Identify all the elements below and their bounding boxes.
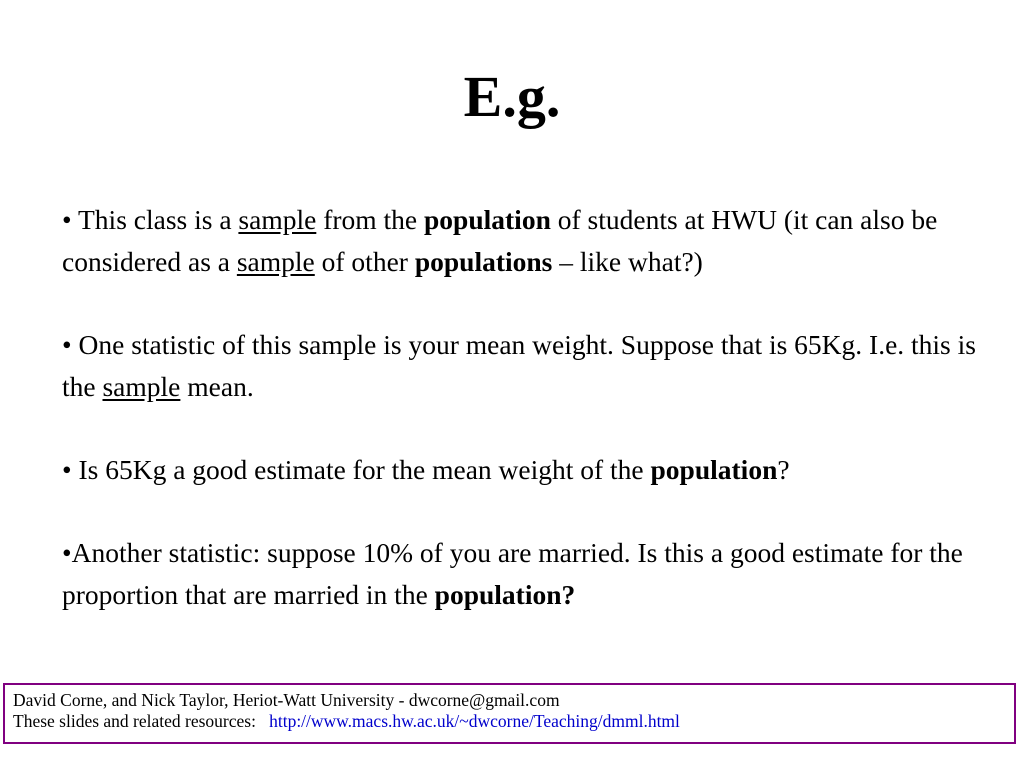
bullet-good-estimate	[62, 449, 982, 491]
p1-text-2: from the	[316, 204, 424, 235]
footer-box	[3, 683, 1016, 744]
p2-text-1: • One statistic of this sample is your mean weight. Suppose that is 65Kg. I.e. this is the	[62, 329, 976, 402]
footer-resources-label: These slides and related resources:	[13, 711, 256, 731]
p1-population: population	[424, 204, 551, 235]
slide-body	[62, 199, 982, 657]
bullet-sample-population	[62, 199, 982, 283]
resources-link[interactable]: http://www.macs.hw.ac.uk/~dwcorne/Teaching/dmml.html	[269, 711, 680, 731]
p1-text-1: • This class is a	[62, 204, 239, 235]
p1-text-5: – like what?)	[552, 246, 703, 277]
footer-credits: David Corne, and Nick Taylor, Heriot-Watt University - dwcorne@gmail.com	[13, 690, 560, 710]
p3-text-2: ?	[777, 454, 790, 485]
p1-text-4: of other	[314, 246, 415, 277]
p1-populations: populations	[414, 246, 553, 277]
bullet-mean-weight	[62, 324, 982, 408]
footer-resources	[13, 711, 1014, 732]
p4-population: population?	[434, 579, 576, 610]
bullet-married-proportion	[62, 532, 982, 616]
p1-sample-1: sample	[238, 204, 317, 235]
p1-text-3: of students at HWU (it can also be considered as a	[62, 204, 938, 277]
p2-sample: sample	[102, 371, 181, 402]
p4-text-1: •Another statistic: suppose 10% of you are married. Is this a good estimate for the proportion that are married in the	[62, 537, 963, 610]
p1-sample-2: sample	[236, 246, 315, 277]
p3-population: population	[650, 454, 778, 485]
p3-text-1: • Is 65Kg a good estimate for the mean weight of the	[62, 454, 651, 485]
p2-text-2: mean.	[180, 371, 254, 402]
slide-title: E.g.	[463, 64, 561, 129]
